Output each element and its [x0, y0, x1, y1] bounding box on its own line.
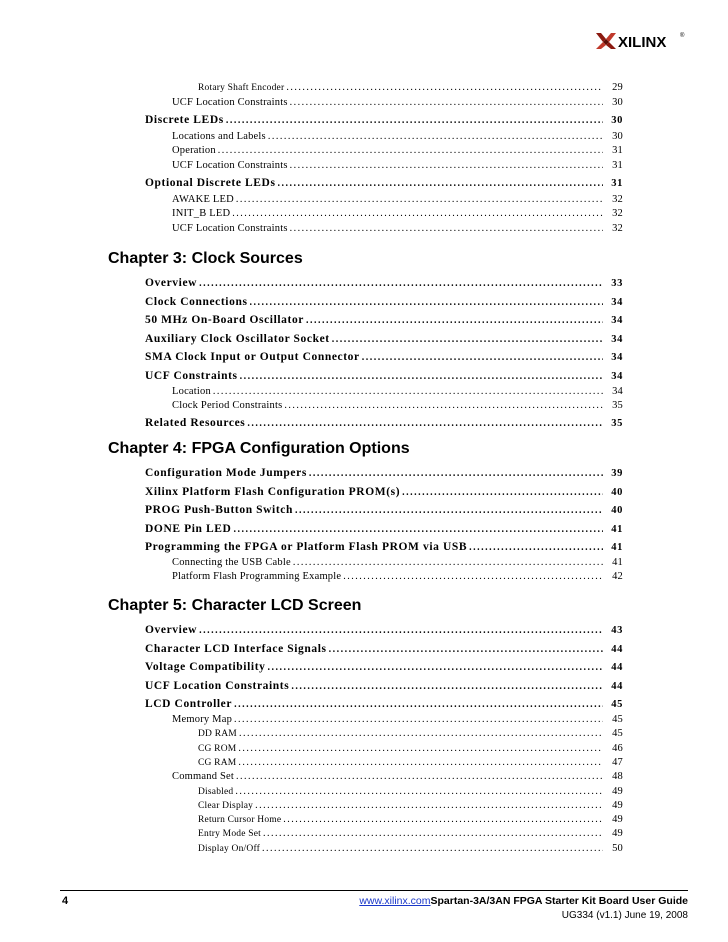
toc-entry-title: UCF Constraints — [145, 369, 238, 382]
toc-entry[interactable] — [172, 160, 623, 171]
toc-entry-page: 39 — [611, 468, 623, 479]
toc-dot-leader — [329, 644, 603, 655]
toc-entry-page: 32 — [612, 222, 623, 234]
toc-dot-leader — [332, 334, 603, 345]
toc-entry-page: 44 — [611, 680, 623, 692]
toc-entry-page: 34 — [611, 296, 623, 308]
toc-entry-title: Display On/Off — [198, 843, 260, 854]
toc-dot-leader — [240, 371, 603, 382]
toc-entry[interactable] — [172, 571, 623, 582]
toc-entry-page: 43 — [611, 625, 623, 636]
toc-dot-leader — [250, 297, 603, 308]
toc-entry-title: Xilinx Platform Flash Configuration PROM(s) — [145, 485, 401, 498]
toc-entry-page: 34 — [612, 385, 623, 397]
footer-page-number: 4 — [62, 895, 69, 907]
toc-entry-page: 41 — [611, 542, 623, 553]
toc-entry-title: PROG Push-Button Switch — [145, 504, 293, 516]
toc-entry[interactable] — [145, 624, 623, 636]
toc-entry-title: Entry Mode Set — [198, 829, 261, 840]
toc-dot-leader — [268, 131, 603, 142]
toc-dot-leader — [236, 771, 603, 782]
toc-dot-leader — [199, 278, 603, 289]
toc-dot-leader — [238, 757, 603, 768]
toc-entry-title: Disabled — [198, 786, 234, 797]
toc-entry-title: UCF Location Constraints — [172, 159, 288, 171]
toc-entry-page: 45 — [612, 714, 623, 725]
toc-entry[interactable] — [145, 177, 623, 189]
toc-entry-title: UCF Location Constraints — [172, 96, 288, 108]
toc-dot-leader — [236, 194, 603, 205]
toc-dot-leader — [290, 160, 603, 171]
toc-entry-page: 40 — [611, 505, 623, 516]
toc-entry-page: 30 — [611, 114, 623, 126]
toc-entry-title: Optional Discrete LEDs — [145, 176, 276, 189]
toc-entry-title: Location — [172, 385, 211, 397]
toc-dot-leader — [232, 208, 603, 219]
toc-entry-page: 34 — [611, 352, 623, 363]
toc-entry-title: Discrete LEDs — [145, 113, 224, 126]
toc-entry-page: 49 — [612, 785, 623, 797]
toc-dot-leader — [247, 418, 603, 429]
toc-entry[interactable] — [172, 97, 623, 108]
toc-entry[interactable] — [198, 757, 623, 768]
toc-dot-leader — [234, 714, 603, 725]
toc-entry[interactable] — [172, 714, 623, 725]
toc-dot-leader — [233, 524, 603, 535]
toc-entry-page: 50 — [612, 842, 623, 854]
toc-entry-title: Platform Flash Programming Example — [172, 571, 342, 583]
toc-entry-title: Character LCD Interface Signals — [145, 642, 327, 655]
toc-entry-title: Overview — [145, 624, 198, 636]
toc-dot-leader — [290, 97, 603, 108]
toc-dot-leader — [343, 571, 603, 582]
logo-registered-mark: ® — [680, 33, 685, 39]
toc-dot-leader — [469, 542, 603, 553]
toc-entry-title: LCD Controller — [145, 698, 233, 710]
toc-entry[interactable] — [198, 786, 623, 797]
toc-entry-title: 50 MHz On-Board Oscillator — [145, 314, 305, 326]
toc-dot-leader — [286, 82, 603, 93]
toc-entry-title: Configuration Mode Jumpers — [145, 467, 307, 479]
toc-entry-title: Memory Map — [172, 714, 233, 725]
toc-dot-leader — [213, 386, 603, 397]
toc-dot-leader — [306, 315, 603, 326]
logo-wordmark: XILINX — [618, 34, 667, 51]
toc-entry[interactable] — [145, 370, 623, 382]
toc-entry-page: 30 — [612, 130, 623, 142]
toc-entry-title: UCF Location Constraints — [172, 222, 288, 234]
toc-entry-title: Operation — [172, 145, 216, 156]
toc-dot-leader — [284, 400, 603, 411]
toc-entry[interactable] — [145, 661, 623, 673]
toc-entry[interactable] — [145, 351, 623, 363]
toc-dot-leader — [235, 786, 603, 797]
toc-dot-leader — [283, 814, 603, 825]
footer-guide-line — [359, 895, 688, 907]
toc-entry[interactable] — [145, 417, 623, 429]
toc-entry[interactable] — [172, 208, 623, 219]
toc-entry-page: 45 — [611, 699, 623, 710]
toc-dot-leader — [267, 662, 603, 673]
toc-entry-page: 34 — [611, 370, 623, 382]
toc-entry-page: 31 — [612, 145, 623, 156]
toc-entry-title: Clock Connections — [145, 295, 248, 308]
toc-dot-leader — [290, 223, 603, 234]
xilinx-logo-icon — [594, 28, 686, 52]
toc-entry-title: Locations and Labels — [172, 130, 266, 142]
toc-dot-leader — [255, 800, 603, 811]
toc-entry[interactable] — [172, 386, 623, 397]
chapter-heading[interactable]: Chapter 4: FPGA Configuration Options — [108, 440, 410, 457]
toc-entry-page: 41 — [611, 523, 623, 535]
toc-entry[interactable] — [145, 643, 623, 655]
toc-entry-page: 41 — [612, 557, 623, 568]
toc-dot-leader — [234, 699, 603, 710]
toc-dot-leader — [362, 352, 603, 363]
toc-entry-title: Connecting the USB Cable — [172, 557, 291, 568]
toc-entry[interactable] — [198, 743, 623, 754]
toc-dot-leader — [402, 487, 603, 498]
toc-entry[interactable] — [172, 400, 623, 411]
toc-dot-leader — [291, 681, 603, 692]
toc-entry-title: SMA Clock Input or Output Connector — [145, 351, 360, 363]
toc-entry[interactable] — [145, 277, 623, 289]
toc-entry[interactable] — [145, 333, 623, 345]
toc-entry[interactable] — [145, 680, 623, 692]
toc-entry-title: Programming the FPGA or Platform Flash PROM via USB — [145, 541, 468, 553]
toc-entry-title: Related Resources — [145, 417, 246, 430]
toc-entry-page: 42 — [612, 571, 623, 583]
toc-entry[interactable] — [172, 131, 623, 142]
toc-entry-page: 35 — [612, 399, 623, 411]
toc-entry[interactable] — [172, 194, 623, 205]
toc-entry[interactable] — [145, 467, 623, 479]
chapter-heading[interactable]: Chapter 3: Clock Sources — [108, 250, 303, 267]
toc-entry[interactable] — [145, 486, 623, 498]
toc-entry-page: 49 — [612, 814, 623, 826]
toc-dot-leader — [226, 115, 603, 126]
toc-entry-title: Overview — [145, 277, 198, 289]
toc-dot-leader — [263, 828, 603, 839]
toc-entry[interactable] — [145, 114, 623, 126]
toc-entry-title: Rotary Shaft Encoder — [198, 83, 285, 93]
toc-dot-leader — [239, 728, 603, 739]
toc-dot-leader — [295, 505, 603, 516]
toc-entry[interactable] — [198, 828, 623, 839]
toc-entry[interactable] — [172, 145, 623, 156]
toc-entry-title: Clock Period Constraints — [172, 399, 283, 411]
toc-dot-leader — [262, 843, 603, 854]
footer-doc-id: UG334 (v1.1) June 19, 2008 — [561, 910, 688, 921]
toc-entry-title: INIT_B LED — [172, 208, 231, 219]
toc-entry[interactable] — [198, 843, 623, 854]
toc-entry-page: 32 — [612, 208, 623, 219]
footer-rule — [60, 890, 688, 891]
toc-entry[interactable] — [172, 771, 623, 782]
toc-dot-leader — [238, 743, 603, 754]
toc-entry-page: 33 — [611, 278, 623, 289]
toc-entry-title: Return Cursor Home — [198, 815, 282, 826]
toc-entry-page: 29 — [612, 82, 623, 93]
footer-website-link[interactable]: www.xilinx.com — [359, 895, 431, 907]
footer-guide-title: Spartan-3A/3AN FPGA Starter Kit Board User Guide — [430, 895, 688, 907]
toc-entry-page: 34 — [611, 315, 623, 326]
toc-entry-page: 49 — [612, 828, 623, 840]
toc-entry-title: Clear Display — [198, 800, 254, 811]
xilinx-logo — [594, 28, 686, 52]
toc-entry-page: 31 — [611, 177, 623, 189]
toc-entry-page: 49 — [612, 799, 623, 811]
toc-entry-title: CG ROM — [198, 743, 237, 754]
toc-entry-page: 46 — [612, 742, 623, 754]
toc-entry-page: 44 — [611, 662, 623, 673]
toc-entry-title: Voltage Compatibility — [145, 661, 266, 673]
toc-entry[interactable] — [198, 82, 623, 93]
toc-entry[interactable] — [145, 698, 623, 710]
toc-entry-page: 47 — [612, 756, 623, 768]
toc-entry-page: 44 — [611, 643, 623, 655]
toc-entry-title: Command Set — [172, 771, 234, 783]
toc-dot-leader — [293, 557, 603, 568]
toc-entry[interactable] — [145, 504, 623, 516]
toc-entry-page: 31 — [612, 159, 623, 171]
chapter-heading[interactable]: Chapter 5: Character LCD Screen — [108, 597, 362, 614]
toc-entry-title: UCF Location Constraints — [145, 679, 290, 692]
toc-entry[interactable] — [145, 296, 623, 308]
toc-entry-title: CG RAM — [198, 757, 237, 768]
toc-entry-title: Auxiliary Clock Oscillator Socket — [145, 332, 330, 345]
toc-entry[interactable] — [145, 523, 623, 535]
toc-entry-title: AWAKE LED — [172, 193, 234, 205]
toc-entry[interactable] — [172, 223, 623, 234]
toc-dot-leader — [278, 178, 603, 189]
toc-entry-title: DD RAM — [198, 729, 237, 740]
toc-entry[interactable] — [145, 541, 623, 553]
toc-entry-page: 34 — [611, 333, 623, 345]
toc-entry-page: 32 — [612, 193, 623, 205]
toc-entry[interactable] — [145, 314, 623, 326]
toc-entry[interactable] — [172, 557, 623, 568]
toc-dot-leader — [199, 625, 603, 636]
toc-entry[interactable] — [198, 814, 623, 825]
toc-dot-leader — [218, 145, 603, 156]
toc-entry[interactable] — [198, 800, 623, 811]
toc-entry[interactable] — [198, 728, 623, 739]
toc-entry-page: 48 — [612, 771, 623, 783]
toc-entry-page: 35 — [611, 418, 623, 430]
toc-entry-title: DONE Pin LED — [145, 522, 232, 535]
toc-entry-page: 40 — [611, 486, 623, 498]
toc-dot-leader — [309, 468, 603, 479]
toc-entry-page: 30 — [612, 96, 623, 108]
toc-entry-page: 45 — [612, 728, 623, 740]
